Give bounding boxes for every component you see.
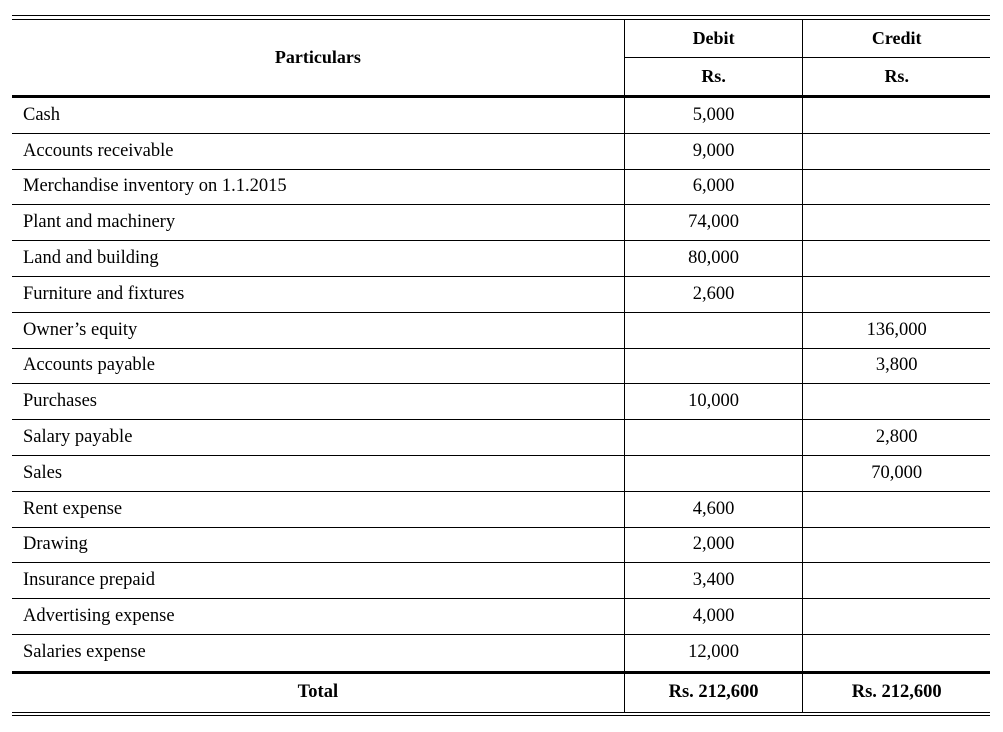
total-row xyxy=(12,674,990,712)
table-row xyxy=(12,492,990,528)
row-debit xyxy=(624,456,803,491)
row-credit: 2,800 xyxy=(802,420,990,455)
table-header xyxy=(12,20,990,98)
total-label: Total xyxy=(297,682,339,703)
row-debit: 2,600 xyxy=(624,277,803,312)
table-row xyxy=(12,134,990,170)
row-credit xyxy=(802,98,990,133)
table-row xyxy=(12,599,990,635)
row-debit: 2,000 xyxy=(624,528,803,563)
row-credit xyxy=(802,277,990,312)
row-credit xyxy=(802,528,990,563)
row-debit xyxy=(624,420,803,455)
row-debit: 6,000 xyxy=(624,170,803,205)
table-row xyxy=(12,635,990,674)
table-row xyxy=(12,349,990,385)
table-row xyxy=(12,456,990,492)
row-credit xyxy=(802,635,990,671)
row-credit: 3,800 xyxy=(802,349,990,384)
row-credit xyxy=(802,599,990,634)
row-particular: Accounts payable xyxy=(23,355,156,376)
table-row xyxy=(12,205,990,241)
row-credit xyxy=(802,170,990,205)
row-particular: Furniture and fixtures xyxy=(23,283,185,304)
header-debit xyxy=(624,20,803,95)
row-credit xyxy=(802,205,990,240)
row-credit xyxy=(802,134,990,169)
row-credit xyxy=(802,384,990,419)
row-particular: Salaries expense xyxy=(23,642,146,663)
row-debit xyxy=(624,349,803,384)
row-particular: Purchases xyxy=(23,391,97,412)
row-debit: 74,000 xyxy=(624,205,803,240)
header-debit-unit: Rs. xyxy=(701,66,726,86)
row-debit: 4,000 xyxy=(624,599,803,634)
row-debit: 12,000 xyxy=(624,635,803,671)
header-debit-label: Debit xyxy=(625,20,803,58)
row-credit xyxy=(802,492,990,527)
total-credit: Rs. 212,600 xyxy=(802,674,990,712)
row-particular: Advertising expense xyxy=(23,606,175,627)
table-row xyxy=(12,384,990,420)
table-row xyxy=(12,313,990,349)
header-credit xyxy=(802,20,990,95)
header-particulars: Particulars xyxy=(274,47,361,67)
row-credit xyxy=(802,241,990,276)
table-row xyxy=(12,241,990,277)
row-debit: 10,000 xyxy=(624,384,803,419)
row-particular: Salary payable xyxy=(23,427,133,448)
header-credit-unit: Rs. xyxy=(884,66,909,86)
row-particular: Owner’s equity xyxy=(23,319,138,340)
bottom-double-rule xyxy=(12,712,990,716)
row-credit: 70,000 xyxy=(802,456,990,491)
trial-balance-table xyxy=(12,15,990,716)
row-particular: Rent expense xyxy=(23,498,123,519)
row-debit: 4,600 xyxy=(624,492,803,527)
row-particular: Accounts receivable xyxy=(23,140,174,161)
row-particular: Merchandise inventory on 1.1.2015 xyxy=(23,176,287,197)
table-body xyxy=(12,98,990,674)
header-credit-label: Credit xyxy=(803,20,990,58)
row-credit: 136,000 xyxy=(802,313,990,348)
row-particular: Cash xyxy=(23,104,60,125)
row-credit xyxy=(802,563,990,598)
table-row xyxy=(12,528,990,564)
row-particular: Sales xyxy=(23,462,63,483)
row-debit xyxy=(624,313,803,348)
row-debit: 80,000 xyxy=(624,241,803,276)
table-row xyxy=(12,98,990,134)
table-row xyxy=(12,277,990,313)
table-row xyxy=(12,420,990,456)
row-particular: Land and building xyxy=(23,248,159,269)
row-particular: Insurance prepaid xyxy=(23,570,156,591)
row-particular: Drawing xyxy=(23,534,88,555)
row-debit: 3,400 xyxy=(624,563,803,598)
table-row xyxy=(12,170,990,206)
table-row xyxy=(12,563,990,599)
row-debit: 5,000 xyxy=(624,98,803,133)
total-debit: Rs. 212,600 xyxy=(624,674,803,712)
row-particular: Plant and machinery xyxy=(23,212,176,233)
row-debit: 9,000 xyxy=(624,134,803,169)
